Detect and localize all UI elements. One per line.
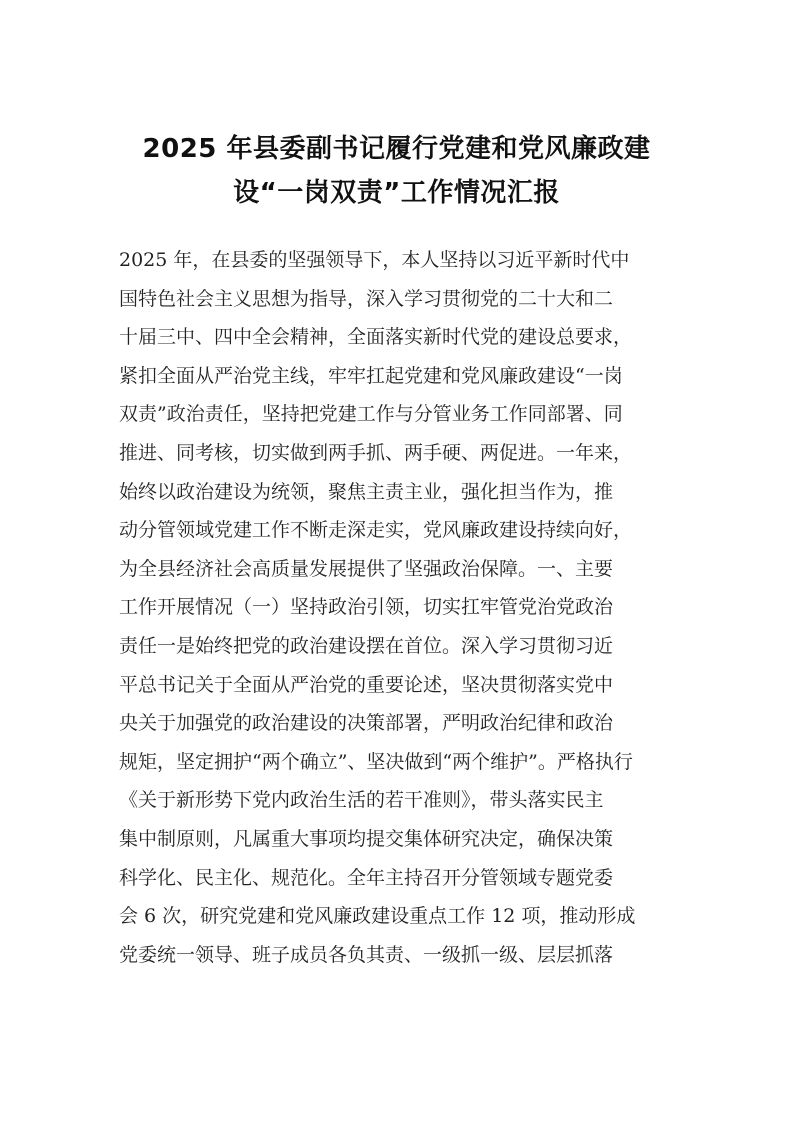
body-line: 《关于新形势下党内政治生活的若干准则》，带头落实民主 (119, 789, 604, 812)
body-line: 工作开展情况（一）坚持政治引领，切实扛牢管党治党政治 (119, 596, 614, 619)
body-line: 集中制原则，凡属重大事项均提交集体研究决定，确保决策 (119, 827, 614, 850)
body-line: 责任一是始终把党的政治建设摆在首位。深入学习贯彻习近 (119, 634, 614, 657)
body-line: 党委统一领导、班子成员各负其责、一级抓一级、层层抓落 (119, 943, 614, 966)
body-line: 双责”政治责任，坚持把党建工作与分管业务工作同部署、同 (119, 403, 623, 426)
body-line: 为全县经济社会高质量发展提供了坚强政治保障。一、主要 (119, 557, 614, 580)
body-line: 推进、同考核，切实做到两手抓、两手硬、两促进。一年来， (119, 441, 633, 464)
body-line: 央关于加强党的政治建设的决策部署，严明政治纪律和政治 (119, 712, 614, 735)
body-line: 2025 年，在县委的坚强领导下，本人坚持以习近平新时代中 (119, 249, 630, 271)
body-line: 始终以政治建设为统领，聚焦主责主业，强化担当作为，推 (119, 480, 614, 503)
body-line: 规矩，坚定拥护“两个确立”、坚决做到“两个维护”。严格执行 (119, 750, 633, 773)
body-line: 十届三中、四中全会精神，全面落实新时代党的建设总要求， (119, 326, 633, 349)
body-line: 科学化、民主化、规范化。全年主持召开分管领域专题党委 (119, 866, 614, 889)
body-line: 动分管领域党建工作不断走深走实，党风廉政建设持续向好， (119, 519, 633, 542)
body-line: 会 6 次，研究党建和党风廉政建设重点工作 12 项，推动形成 (119, 905, 636, 928)
document-title-line-2: 设“一岗双责”工作情况汇报 (233, 178, 560, 208)
body-line: 国特色社会主义思想为指导，深入学习贯彻党的二十大和二 (119, 287, 614, 310)
body-line: 紧扣全面从严治党主线，牢牢扛起党建和党风廉政建设“一岗 (119, 364, 623, 387)
document-title-line-1: 2025 年县委副书记履行党建和党风廉政建 (142, 134, 651, 164)
document-body (119, 241, 679, 974)
body-line: 平总书记关于全面从严治党的重要论述，坚决贯彻落实党中 (119, 673, 614, 696)
